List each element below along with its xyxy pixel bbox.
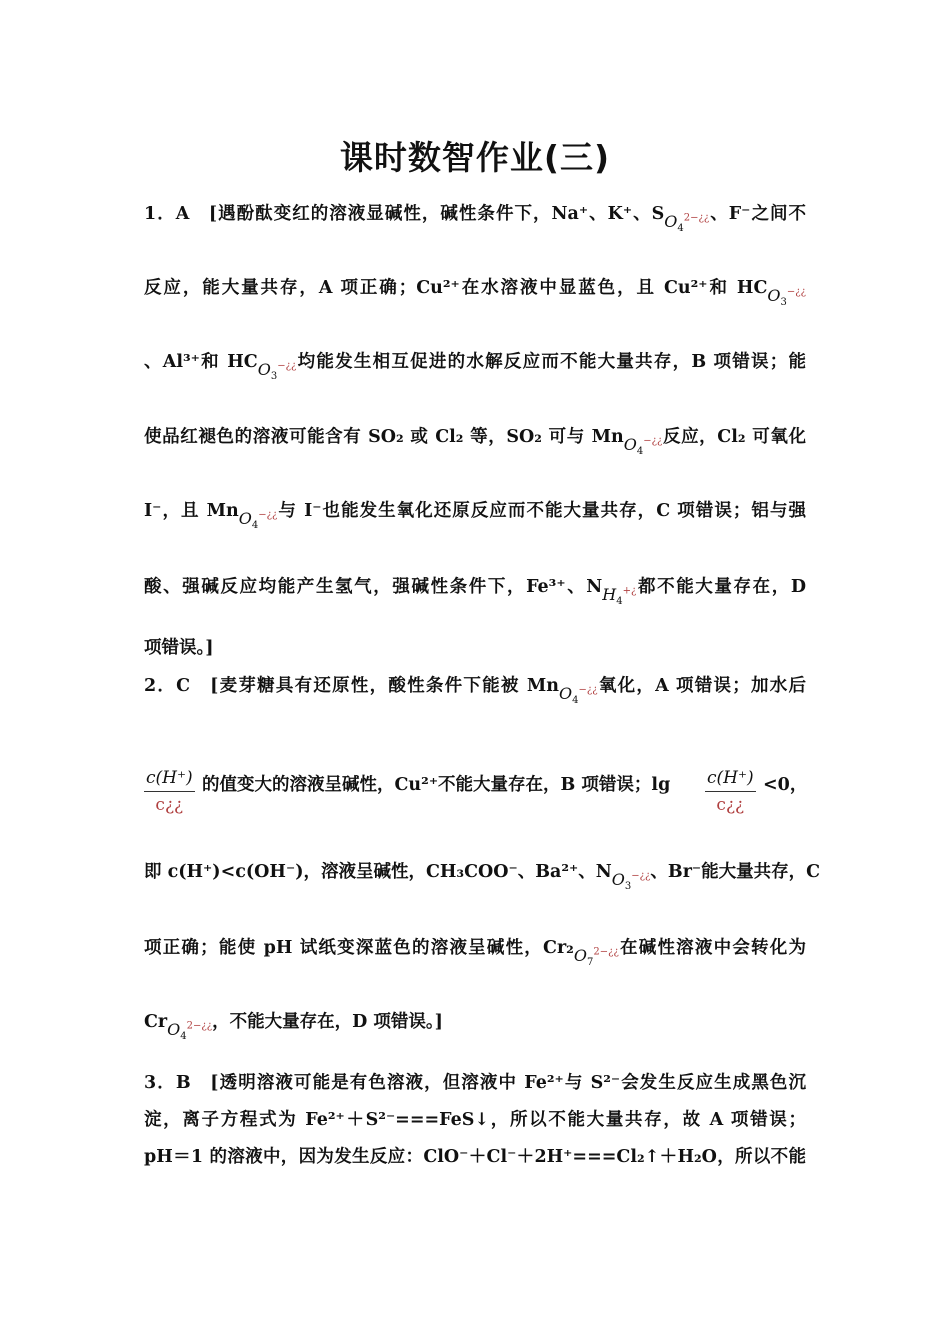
fraction-numerator-2: c(H⁺) [705,768,756,792]
q3-line-1 [144,1069,806,1094]
q1-text-e: 均能发生相互促进的水解反应而不能大量共存，B 项错误；能 [296,352,806,372]
q2-line-2 [202,771,671,796]
q1-text-j: 酸、强碱反应均能产生氢气，强碱性条件下，Fe³⁺、N [144,577,603,597]
q2-text-h: 在碱性溶液中会转化为 [618,938,806,958]
bicarbonate-ion-2: $O_3^{-¿¿}$ [257,360,297,383]
q2-line-4 [144,934,806,969]
q1-text-a: 1．A [遇酚酞变红的溶液显碱性，碱性条件下，Na⁺、K⁺、S [144,204,665,224]
dichromate-ion: $O_7^{2-¿¿}$ [573,946,619,969]
q2-text-a: 2．C [麦芽糖具有还原性，酸性条件下能被 Mn [144,676,559,696]
q2-line-5 [144,1008,806,1043]
bicarbonate-ion: $O_3^{-¿¿}$ [767,286,806,309]
q1-text-f: 使品红褪色的溶液可能含有 SO₂ 或 Cl₂ 等，SO₂ 可与 Mn [144,427,624,447]
q1-line-2 [144,274,806,309]
q1-text-h: I⁻，且 Mn [144,501,239,521]
nitrate-ion: $O_3^{-¿¿}$ [611,870,651,893]
fraction-numerator: c(H⁺) [144,768,195,792]
q1-text-i: 与 I⁻也能发生氧化还原反应而不能大量共存，C 项错误；铝与强 [277,501,806,521]
q1-line-1 [144,200,806,235]
q2-text-j: ，不能大量存在，D 项错误。] [212,1012,443,1032]
fraction-h-oh [144,768,195,815]
fraction-denominator: c¿¿ [155,795,184,815]
q2-line-1 [144,672,806,707]
q1-line-4 [144,423,806,458]
fraction-lg [705,768,756,815]
q2-text-i: Cr [144,1012,168,1032]
q2-text-f: 、Br⁻能大量共存，C [650,862,821,882]
q2-text-b: 氧化，A 项错误；加水后 [597,676,806,696]
q1-line-3 [144,348,806,383]
q1-line-6 [144,573,806,608]
q2-text-g: 项正确；能使 pH 试纸变深蓝色的溶液呈碱性，Cr₂ [144,938,574,958]
q1-line-7 [144,634,806,659]
q3-line-2 [144,1106,806,1131]
q1-text-g: 反应，Cl₂ 可氧化 [662,427,806,447]
q1-text-d: 、Al³⁺和 HC [144,352,258,372]
fraction-denominator-2: c¿¿ [716,795,745,815]
chromate-ion: $O_4^{2-¿¿}$ [167,1020,213,1043]
q1-text-l: 项错误。] [144,638,214,658]
permanganate-ion-2: $O_4^{-¿¿}$ [238,509,278,532]
q1-text-c: 反应，能大量共存，A 项正确；Cu²⁺在水溶液中显蓝色，且 Cu²⁺和 HC [144,278,768,298]
sulfate-ion: $O_4^{2-¿¿}$ [664,212,710,235]
page-title: 课时数智作业(三) [339,138,611,177]
q1-line-5 [144,497,806,532]
ammonium-ion: $H_4^{+¿}$ [602,585,637,608]
q2-lt-zero [763,771,813,796]
permanganate-ion: $O_4^{-¿¿}$ [623,435,663,458]
q2-line-3 [144,858,821,893]
q1-text-k: 都不能大量存在，D [636,577,806,597]
q3-text-a: 3．B [透明溶液可能是有色溶液，但溶液中 Fe²⁺与 S²⁻会发生反应生成黑色沉 [144,1073,806,1093]
q3-line-3 [144,1143,806,1168]
q3-text-c: pH＝1 的溶液中，因为发生反应：ClO⁻＋Cl⁻＋2H⁺===Cl₂↑＋H₂O，所以不能 [144,1147,806,1167]
q2-text-d: <0， [763,775,808,795]
q1-text-b: 、F⁻之间不 [709,204,806,224]
permanganate-ion-3: $O_4^{-¿¿}$ [559,684,598,707]
q2-text-c: 的值变大的溶液呈碱性，Cu²⁺不能大量存在，B 项错误；lg [202,775,671,795]
q3-text-b: 淀，离子方程式为 Fe²⁺＋S²⁻===FeS↓，所以不能大量共存，故 A 项错误； [144,1110,806,1130]
q2-text-e: 即 c(H⁺)<c(OH⁻)，溶液呈碱性，CH₃COO⁻、Ba²⁺、N [144,862,612,882]
